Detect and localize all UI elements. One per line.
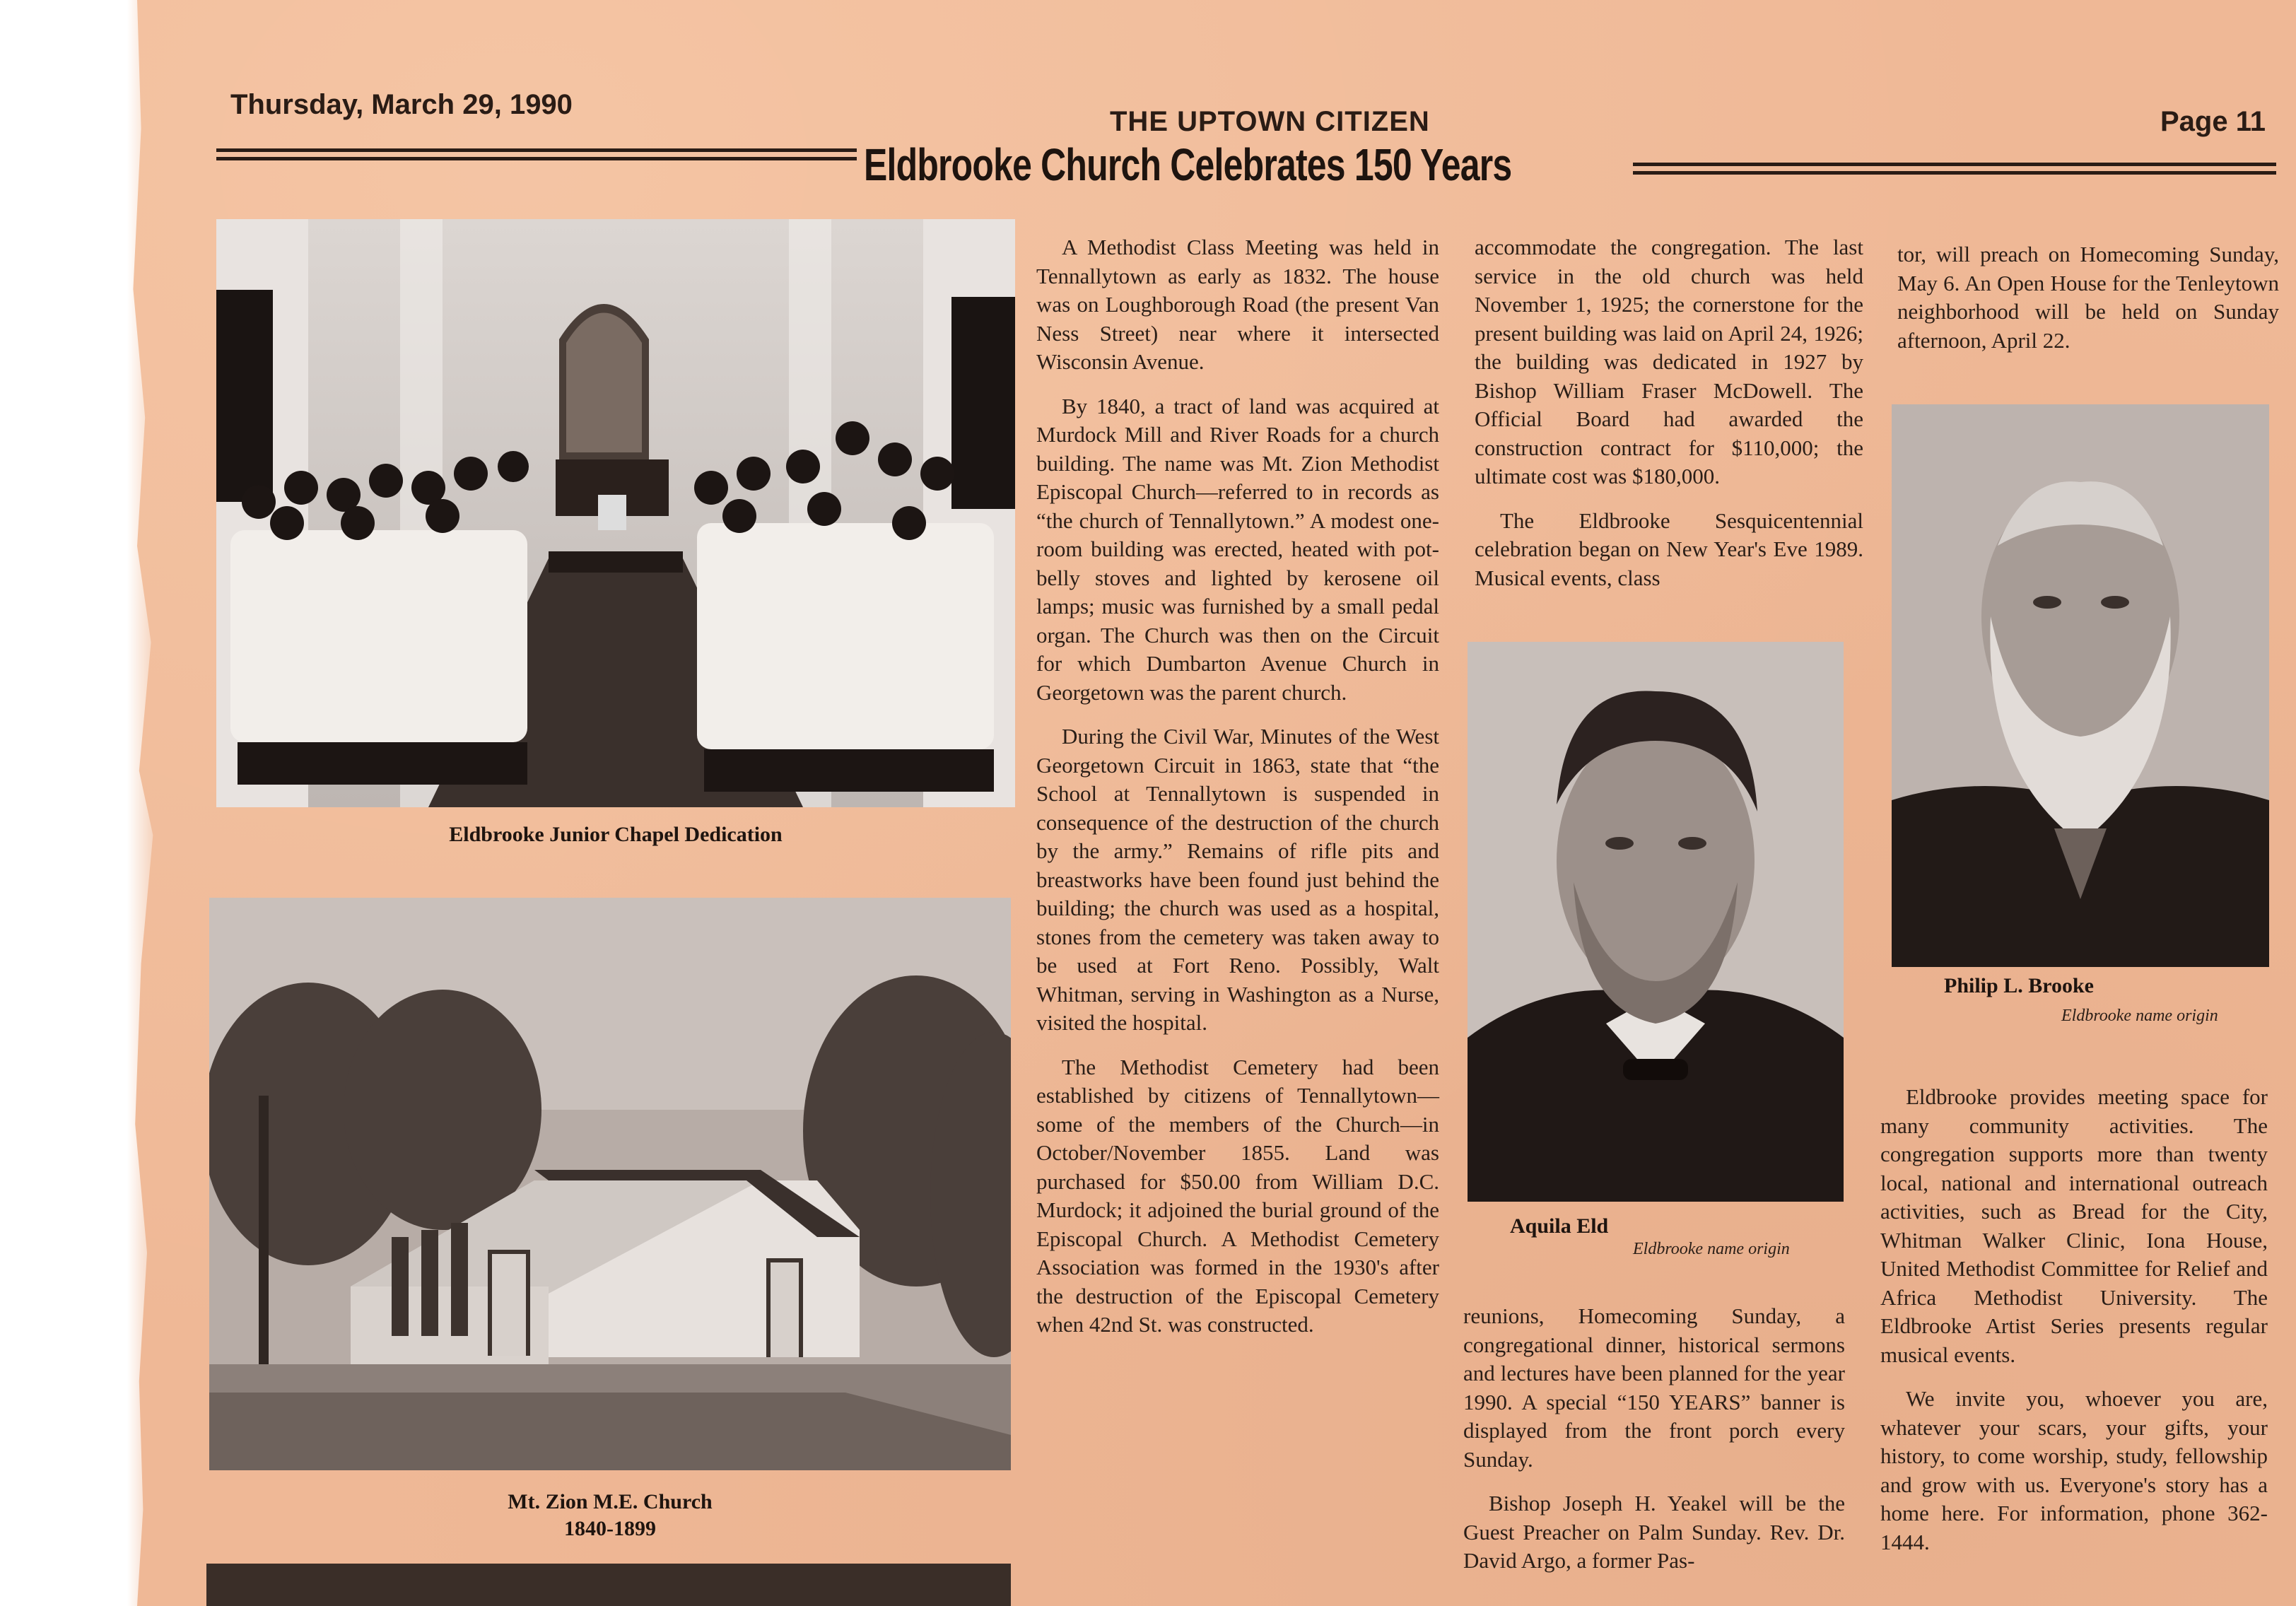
article-paragraph: The Methodist Cemetery had been established by citizens of Tennallytown—some of the members of the Church—in October/November 1855. Land was purchased for $50.00 from William D.C. Murdock; it adjoined the burial ground of the Episcopal Church. A Methodist Cemetery Association was formed in the 1930's after the destruction of the Episcopal Cemetery when 42nd St. was constructed. xyxy=(1036,1054,1439,1337)
church-photo-illustration xyxy=(209,898,1011,1470)
church-caption-name: Mt. Zion M.E. Church xyxy=(508,1490,713,1513)
aquila-eld-portrait xyxy=(1468,642,1844,1202)
eld-portrait-illustration xyxy=(1468,642,1844,1202)
mt-zion-church-photo xyxy=(209,898,1011,1470)
article-paragraph: Eldbrooke provides meeting space for many community activities. The congregation supports more than twenty local, national and international outreach activities, such as Bread for the City, Whitman Walker Clinic, Iona House, United Methodist Committee for Relief and Africa Methodist University. The Eldbrooke Artist Series presents regular musical events. xyxy=(1880,1084,2268,1367)
article-paragraph: accommodate the congregation. The last service in the old church was held November 1, 1925; the cornerstone for the present building was laid on April 24, 1926; the building was dedicated in 1927 by Bishop William Fraser McDowell. The Official Board had awarded the construction contract for $110,000; the ultimate cost was $180,000. xyxy=(1475,235,1863,488)
brooke-name-caption: Philip L. Brooke xyxy=(1944,974,2094,997)
philip-brooke-portrait xyxy=(1892,404,2269,967)
article-paragraph: Bishop Joseph H. Yeakel will be the Guest Preacher on Palm Sunday. Rev. Dr. David Argo, a former Pas- xyxy=(1463,1491,1845,1573)
article-column-1 xyxy=(1036,233,1439,1355)
article-column-2-top xyxy=(1475,233,1863,608)
chapel-photo-caption: Eldbrooke Junior Chapel Dedication xyxy=(449,823,783,846)
issue-date: Thursday, March 29, 1990 xyxy=(230,89,573,120)
article-column-3-top xyxy=(1897,240,2279,370)
article-paragraph: During the Civil War, Minutes of the West Georgetown Circuit in 1863, state that “the School at Tennallytown is suspended in consequence of the destruction of the church by the army.” Remains of rifle pits and breastworks have been found just behind the building; the church was used as a hospital, stones from the cemetery was taken away to be used at Fort Reno. Possibly, Walt Whitman, serving in Washington as a Nurse, visited the hospital. xyxy=(1036,724,1439,1035)
chapel-photo-illustration xyxy=(216,219,1015,807)
newspaper-name: THE UPTOWN CITIZEN xyxy=(1110,106,1430,137)
article-paragraph: tor, will preach on Homecoming Sunday, May 6. An Open House for the Tenleytown neighborhood will be held on Sunday afternoon, April 22. xyxy=(1897,242,2279,353)
article-paragraph: A Methodist Class Meeting was held in Tennallytown as early as 1832. The house was on Loughborough Road (the present Van Ness Street) near where it intersected Wisconsin Avenue. xyxy=(1036,235,1439,374)
cropped-photo-strip xyxy=(206,1564,1011,1606)
article-paragraph: We invite you, whoever you are, whatever your scars, your gifts, your history, to come worship, study, fellowship and grow with us. Everyone's story has a home here. For information, phone 362-1444. xyxy=(1880,1386,2268,1554)
article-column-2-bottom xyxy=(1463,1302,1845,1591)
chapel-dedication-photo xyxy=(216,219,1015,807)
headline: Eldbrooke Church Celebrates 150 Years xyxy=(864,139,1512,190)
article-paragraph: By 1840, a tract of land was acquired at Murdock Mill and River Roads for a church building. The name was Mt. Zion Methodist Episcopal Church—referred to in records as “the church of Tennallytown.” A modest one-room building was erected, heated with pot-belly stoves and lighted by kerosene oil lamps; music was furnished by a small pedal organ. The Church was then on the Circuit for which Dumbarton Avenue Church in Georgetown was the parent church. xyxy=(1036,393,1439,705)
church-caption-years: 1840-1899 xyxy=(564,1517,656,1540)
page-number: Page 11 xyxy=(2160,106,2266,137)
header-rule-right xyxy=(1633,163,2276,166)
header-rule-left xyxy=(216,148,857,152)
eld-credit: Eldbrooke name origin xyxy=(1633,1240,1790,1258)
article-column-3-bottom xyxy=(1880,1083,2268,1572)
article-paragraph: The Eldbrooke Sesquicentennial celebration began on New Year's Eve 1989. Musical events, class xyxy=(1475,508,1863,590)
torn-paper-edge xyxy=(68,0,167,1606)
eld-name-caption: Aquila Eld xyxy=(1510,1214,1609,1238)
brooke-portrait-illustration xyxy=(1892,404,2269,967)
article-paragraph: reunions, Homecoming Sunday, a congregational dinner, historical sermons and lectures have been planned for the year 1990. A special “150 YEARS” banner is displayed from the front porch every Sunday. xyxy=(1463,1303,1845,1472)
brooke-credit: Eldbrooke name origin xyxy=(2061,1007,2218,1025)
